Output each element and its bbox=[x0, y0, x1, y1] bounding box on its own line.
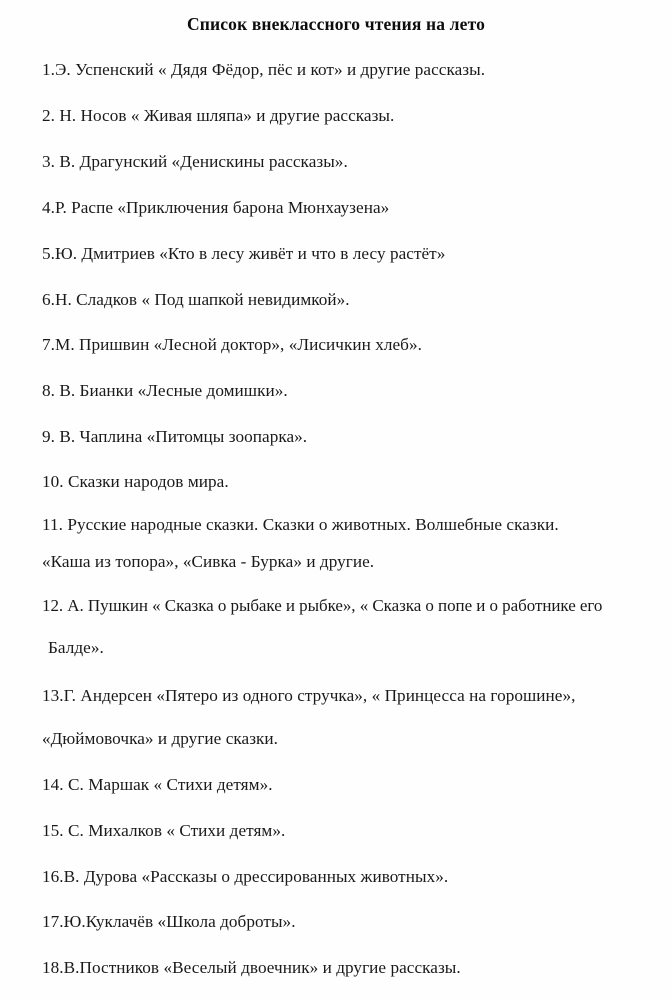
list-item-continuation: «Каша из топора», «Сивка - Бурка» и другие. bbox=[42, 552, 375, 571]
list-item: 17.Ю.Куклачёв «Школа доброты». bbox=[42, 912, 296, 931]
list-item: 15. С. Михалков « Стихи детям». bbox=[42, 821, 286, 840]
list-item: 7.М. Пришвин «Лесной доктор», «Лисичкин хлеб». bbox=[42, 335, 422, 354]
list-item: 5.Ю. Дмитриев «Кто в лесу живёт и что в лесу растёт» bbox=[42, 244, 446, 263]
list-item: 8. В. Бианки «Лесные домишки». bbox=[42, 381, 288, 400]
page-title: Список внеклассного чтения на лето bbox=[187, 14, 485, 34]
list-item-continuation: «Дюймовочка» и другие сказки. bbox=[42, 729, 279, 748]
list-item: 9. В. Чаплина «Питомцы зоопарка». bbox=[42, 427, 308, 446]
list-item: 16.В. Дурова «Рассказы о дрессированных животных». bbox=[42, 867, 449, 886]
list-item: 2. Н. Носов « Живая шляпа» и другие рассказы. bbox=[42, 106, 395, 125]
list-item: 4.Р. Распе «Приключения барона Мюнхаузена» bbox=[42, 198, 390, 217]
list-item: 10. Сказки народов мира. bbox=[42, 472, 229, 491]
list-item: 13.Г. Андерсен «Пятеро из одного стручка», « Принцесса на горошине», bbox=[42, 686, 576, 705]
list-item: 1.Э. Успенский « Дядя Фёдор, пёс и кот» и другие рассказы. bbox=[42, 60, 486, 79]
list-item: 3. В. Драгунский «Денискины рассказы». bbox=[42, 152, 348, 171]
list-item: 6.Н. Сладков « Под шапкой невидимкой». bbox=[42, 290, 350, 309]
list-item: 18.В.Постников «Веселый двоечник» и другие рассказы. bbox=[42, 958, 461, 977]
list-item: 12. А. Пушкин « Сказка о рыбаке и рыбке», « Сказка о попе и о работнике его bbox=[42, 596, 603, 615]
list-item: 14. С. Маршак « Стихи детям». bbox=[42, 775, 273, 794]
list-item: 11. Русские народные сказки. Сказки о животных. Волшебные сказки. bbox=[42, 515, 559, 534]
list-item-continuation: Балде». bbox=[48, 638, 104, 657]
